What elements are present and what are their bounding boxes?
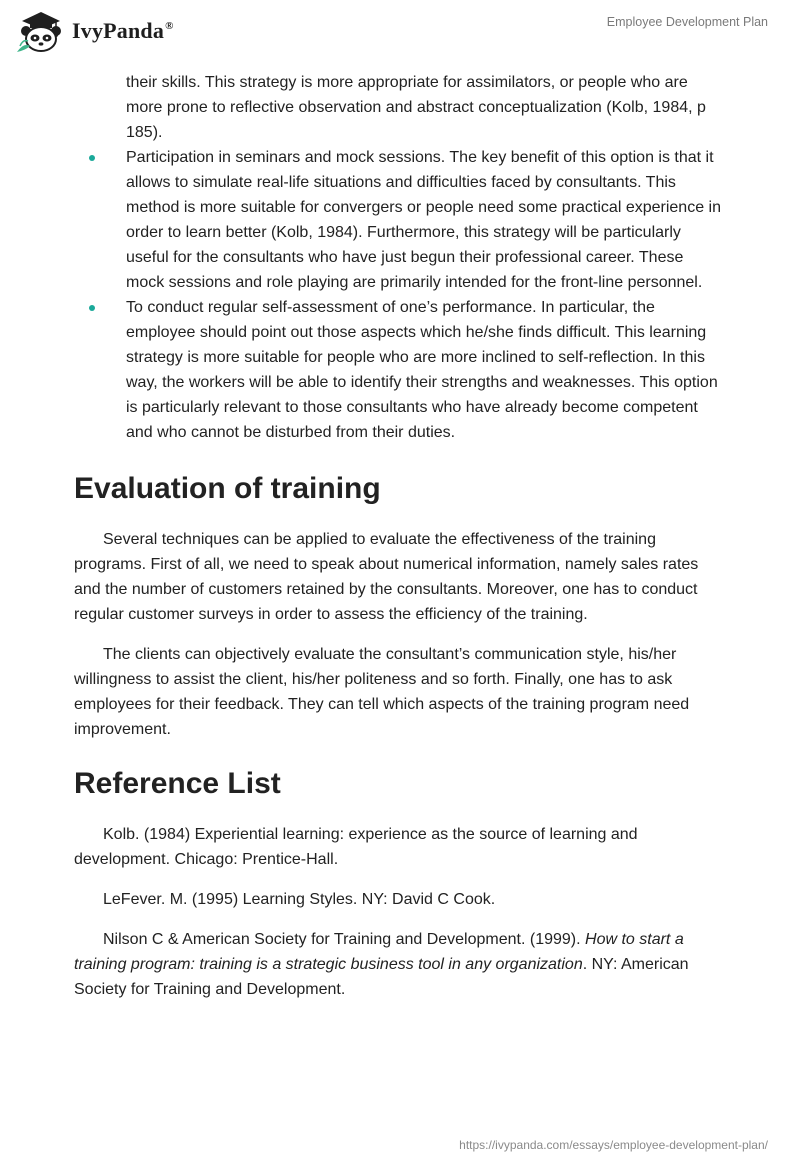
panda-graduate-icon (14, 8, 68, 54)
ivypanda-logo[interactable] (14, 8, 174, 54)
essay-content (74, 70, 724, 1017)
source-url-link[interactable]: https://ivypanda.com/essays/employee-development-plan/ (459, 1138, 768, 1152)
evaluation-heading: Evaluation of training (74, 472, 381, 505)
evaluation-paragraph: Several techniques can be applied to evaluate the effectiveness of the training programs. First of all, we need to speak about numerical information, namely sales rates and the number of customers retained by the consultants. Moreover, one has to conduct regular customer surveys in order to assess the efficiency of the training. (74, 531, 699, 623)
logo-wordmark: IvyPanda® (72, 18, 174, 43)
reference-list-heading: Reference List (74, 767, 281, 800)
bullet-icon (89, 155, 95, 161)
reference-item: LeFever. M. (1995) Learning Styles. NY: David C Cook. (103, 891, 496, 908)
list-item: Participation in seminars and mock sessions. The key benefit of this option is that it allows to simulate real-life situations and difficulties faced by consultants. This method is more suitable for convergers or people need some practical experience in order to learn better (Kolb, 1984). Furthermore, this strategy will be particularly useful for the consultants who have just begun their professional career. These mock sessions and role playing are primarily intended for the front-line personnel. (74, 145, 724, 295)
bullet-icon (89, 305, 95, 311)
learning-strategies-list (74, 145, 724, 445)
continued-bullet-text: their skills. This strategy is more appropriate for assimilators, or people who are more prone to reflective observation and abstract conceptualization (Kolb, 1984, p 185). (126, 74, 706, 141)
reference-item: Kolb. (1984) Experiential learning: experience as the source of learning and development. Chicago: Prentice-Hall. (74, 826, 638, 868)
evaluation-paragraph: The clients can objectively evaluate the consultant’s communication style, his/her willingness to assist the client, his/her politeness and so forth. Finally, one has to ask employees for their feedback. They can tell which aspects of the training program need improvement. (74, 646, 690, 738)
document-title: Employee Development Plan (606, 15, 768, 29)
reference-item-nilson: Nilson C & American Society for Training and Development. (1999). How to start a training program: training is a strategic business tool in any organization. NY: American Society for Training and Development. (74, 931, 689, 998)
list-item: To conduct regular self-assessment of one’s performance. In particular, the employee should point out those aspects which he/she finds difficult. This learning strategy is more suitable for people who are more inclined to self-reflection. In this way, the workers will be able to identify their strengths and weaknesses. This option is particularly relevant to those consultants who have already become competent and who cannot be disturbed from their duties. (74, 295, 724, 445)
page-header (0, 0, 800, 60)
